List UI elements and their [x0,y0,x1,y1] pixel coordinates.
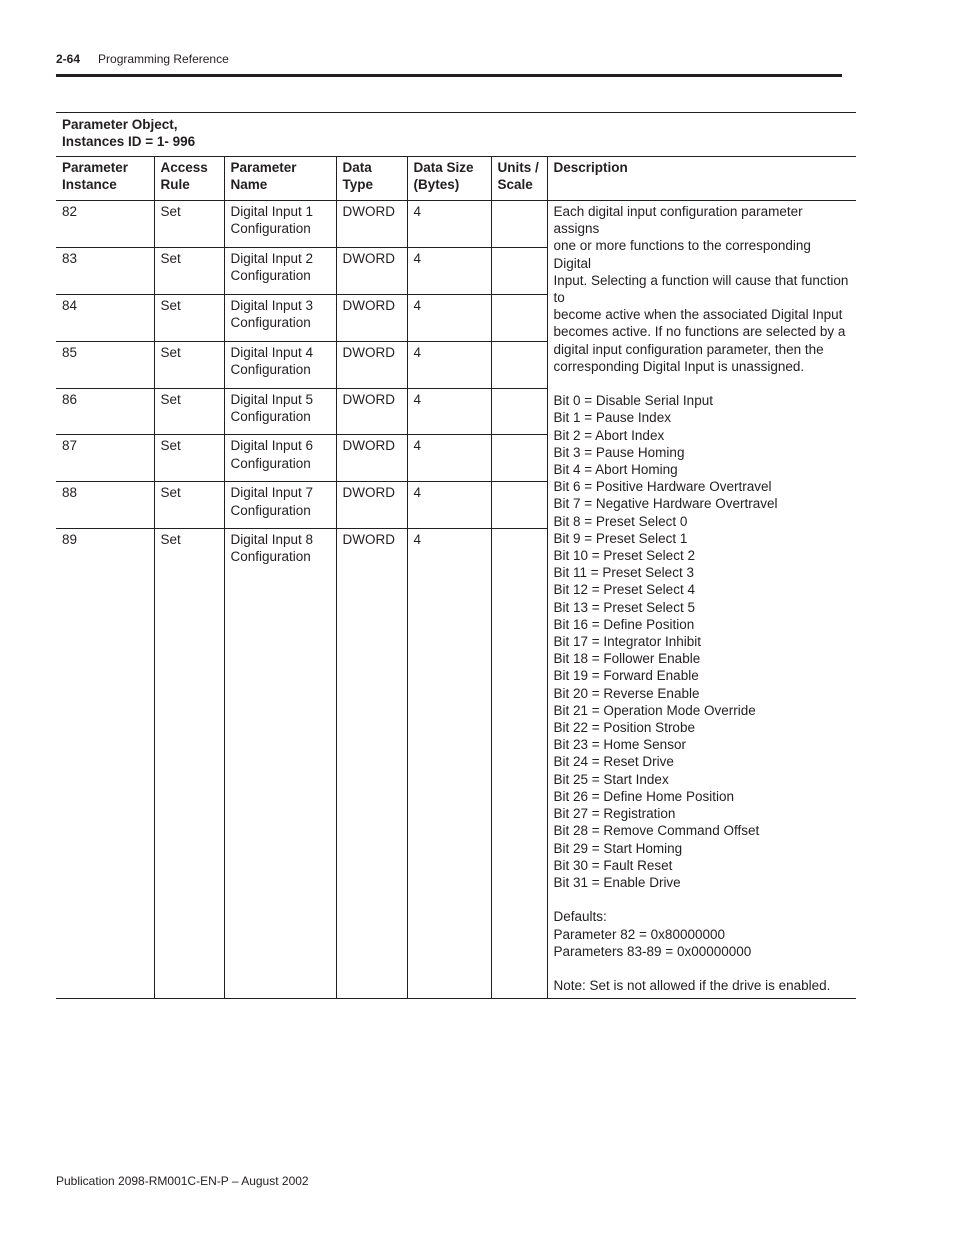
size-cell: 4 [407,482,491,529]
instance-cell: 88 [56,482,154,529]
size-cell: 4 [407,341,491,388]
description-intro: Each digital input configuration parameter assigns one or more functions to the corresponding Digital Input. Selecting a function will cause that function to become active when the associated Digital Input becomes active. If no functions are selected by a digital input configuration parameter, then the corresponding Digital Input is unassigned. [553,204,849,374]
bit-item: Bit 29 = Start Homing [553,840,683,856]
bit-item: Bit 16 = Define Position [553,616,695,632]
units-cell [491,529,547,999]
units-cell [491,247,547,294]
type-cell: DWORD [336,482,407,529]
column-header: Description [547,157,856,201]
type-cell: DWORD [336,388,407,435]
bit-item: Bit 27 = Registration [553,806,676,822]
column-header: Units / Scale [491,157,547,201]
type-cell: DWORD [336,341,407,388]
access-cell: Set [154,482,224,529]
bit-item: Bit 23 = Home Sensor [553,737,686,753]
size-cell: 4 [407,201,491,248]
bit-item: Bit 8 = Preset Select 0 [553,513,688,529]
type-cell: DWORD [336,529,407,999]
table-row [56,201,856,248]
parameter-table-container [56,112,856,999]
bit-item: Bit 24 = Reset Drive [553,754,674,770]
units-cell [491,388,547,435]
bit-list [554,392,851,891]
object-title-line-2: Instances ID = 1- 996 [62,134,196,149]
section-title: Programming Reference [98,52,229,66]
size-cell: 4 [407,435,491,482]
instance-cell: 85 [56,341,154,388]
access-cell: Set [154,201,224,248]
header-rule [56,74,842,77]
description-cell [547,201,856,999]
bit-item: Bit 13 = Preset Select 5 [553,599,695,615]
bit-item: Bit 17 = Integrator Inhibit [553,634,701,650]
object-title-line-1: Parameter Object, [62,117,178,132]
name-cell: Digital Input 7 Configuration [224,482,336,529]
type-cell: DWORD [336,247,407,294]
publication-footer: Publication 2098-RM001C-EN-P – August 2002 [56,1174,309,1188]
name-cell: Digital Input 3 Configuration [224,294,336,341]
name-cell: Digital Input 6 Configuration [224,435,336,482]
name-cell: Digital Input 2 Configuration [224,247,336,294]
bit-item: Bit 22 = Position Strobe [553,720,695,736]
page-header [56,52,229,66]
type-cell: DWORD [336,201,407,248]
instance-cell: 89 [56,529,154,999]
access-cell: Set [154,247,224,294]
page-number: 2-64 [56,52,81,66]
bit-item: Bit 9 = Preset Select 1 [553,530,688,546]
bit-item: Bit 4 = Abort Homing [553,462,678,478]
type-cell: DWORD [336,294,407,341]
bit-item: Bit 6 = Positive Hardware Overtravel [553,479,772,495]
instance-cell: 87 [56,435,154,482]
units-cell [491,482,547,529]
bit-item: Bit 0 = Disable Serial Input [553,393,713,409]
access-cell: Set [154,388,224,435]
units-cell [491,435,547,482]
size-cell: 4 [407,294,491,341]
name-cell: Digital Input 5 Configuration [224,388,336,435]
header-row [56,157,856,201]
column-header: Data Type [336,157,407,201]
bit-item: Bit 26 = Define Home Position [553,788,734,804]
bit-item: Bit 7 = Negative Hardware Overtravel [553,496,778,512]
instance-cell: 86 [56,388,154,435]
name-cell: Digital Input 4 Configuration [224,341,336,388]
size-cell: 4 [407,529,491,999]
defaults-block: Defaults: Parameter 82 = 0x80000000 Parameters 83-89 = 0x00000000 [553,909,752,959]
units-cell [491,201,547,248]
bit-item: Bit 19 = Forward Enable [553,668,699,684]
description-note: Note: Set is not allowed if the drive is enabled. [553,978,831,994]
bit-item: Bit 21 = Operation Mode Override [553,702,756,718]
name-cell: Digital Input 8 Configuration [224,529,336,999]
column-header: Data Size (Bytes) [407,157,491,201]
bit-item: Bit 25 = Start Index [553,771,669,787]
parameter-table [56,157,856,999]
bit-item: Bit 11 = Preset Select 3 [553,565,694,581]
units-cell [491,294,547,341]
instance-cell: 82 [56,201,154,248]
access-cell: Set [154,294,224,341]
bit-item: Bit 1 = Pause Index [553,410,671,426]
access-cell: Set [154,435,224,482]
bit-item: Bit 3 = Pause Homing [553,444,685,460]
instance-cell: 84 [56,294,154,341]
units-cell [491,341,547,388]
bit-item: Bit 20 = Reverse Enable [553,685,700,701]
instance-cell: 83 [56,247,154,294]
column-header: Parameter Instance [56,157,154,201]
column-header: Access Rule [154,157,224,201]
bit-item: Bit 30 = Fault Reset [553,857,673,873]
bit-item: Bit 31 = Enable Drive [553,874,681,890]
object-title [56,112,856,157]
access-cell: Set [154,341,224,388]
column-header: Parameter Name [224,157,336,201]
access-cell: Set [154,529,224,999]
table-body [56,201,856,999]
bit-item: Bit 18 = Follower Enable [553,651,701,667]
bit-item: Bit 28 = Remove Command Offset [553,823,760,839]
type-cell: DWORD [336,435,407,482]
size-cell: 4 [407,247,491,294]
bit-item: Bit 12 = Preset Select 4 [553,582,695,598]
size-cell: 4 [407,388,491,435]
bit-item: Bit 2 = Abort Index [553,427,665,443]
name-cell: Digital Input 1 Configuration [224,201,336,248]
bit-item: Bit 10 = Preset Select 2 [553,548,695,564]
